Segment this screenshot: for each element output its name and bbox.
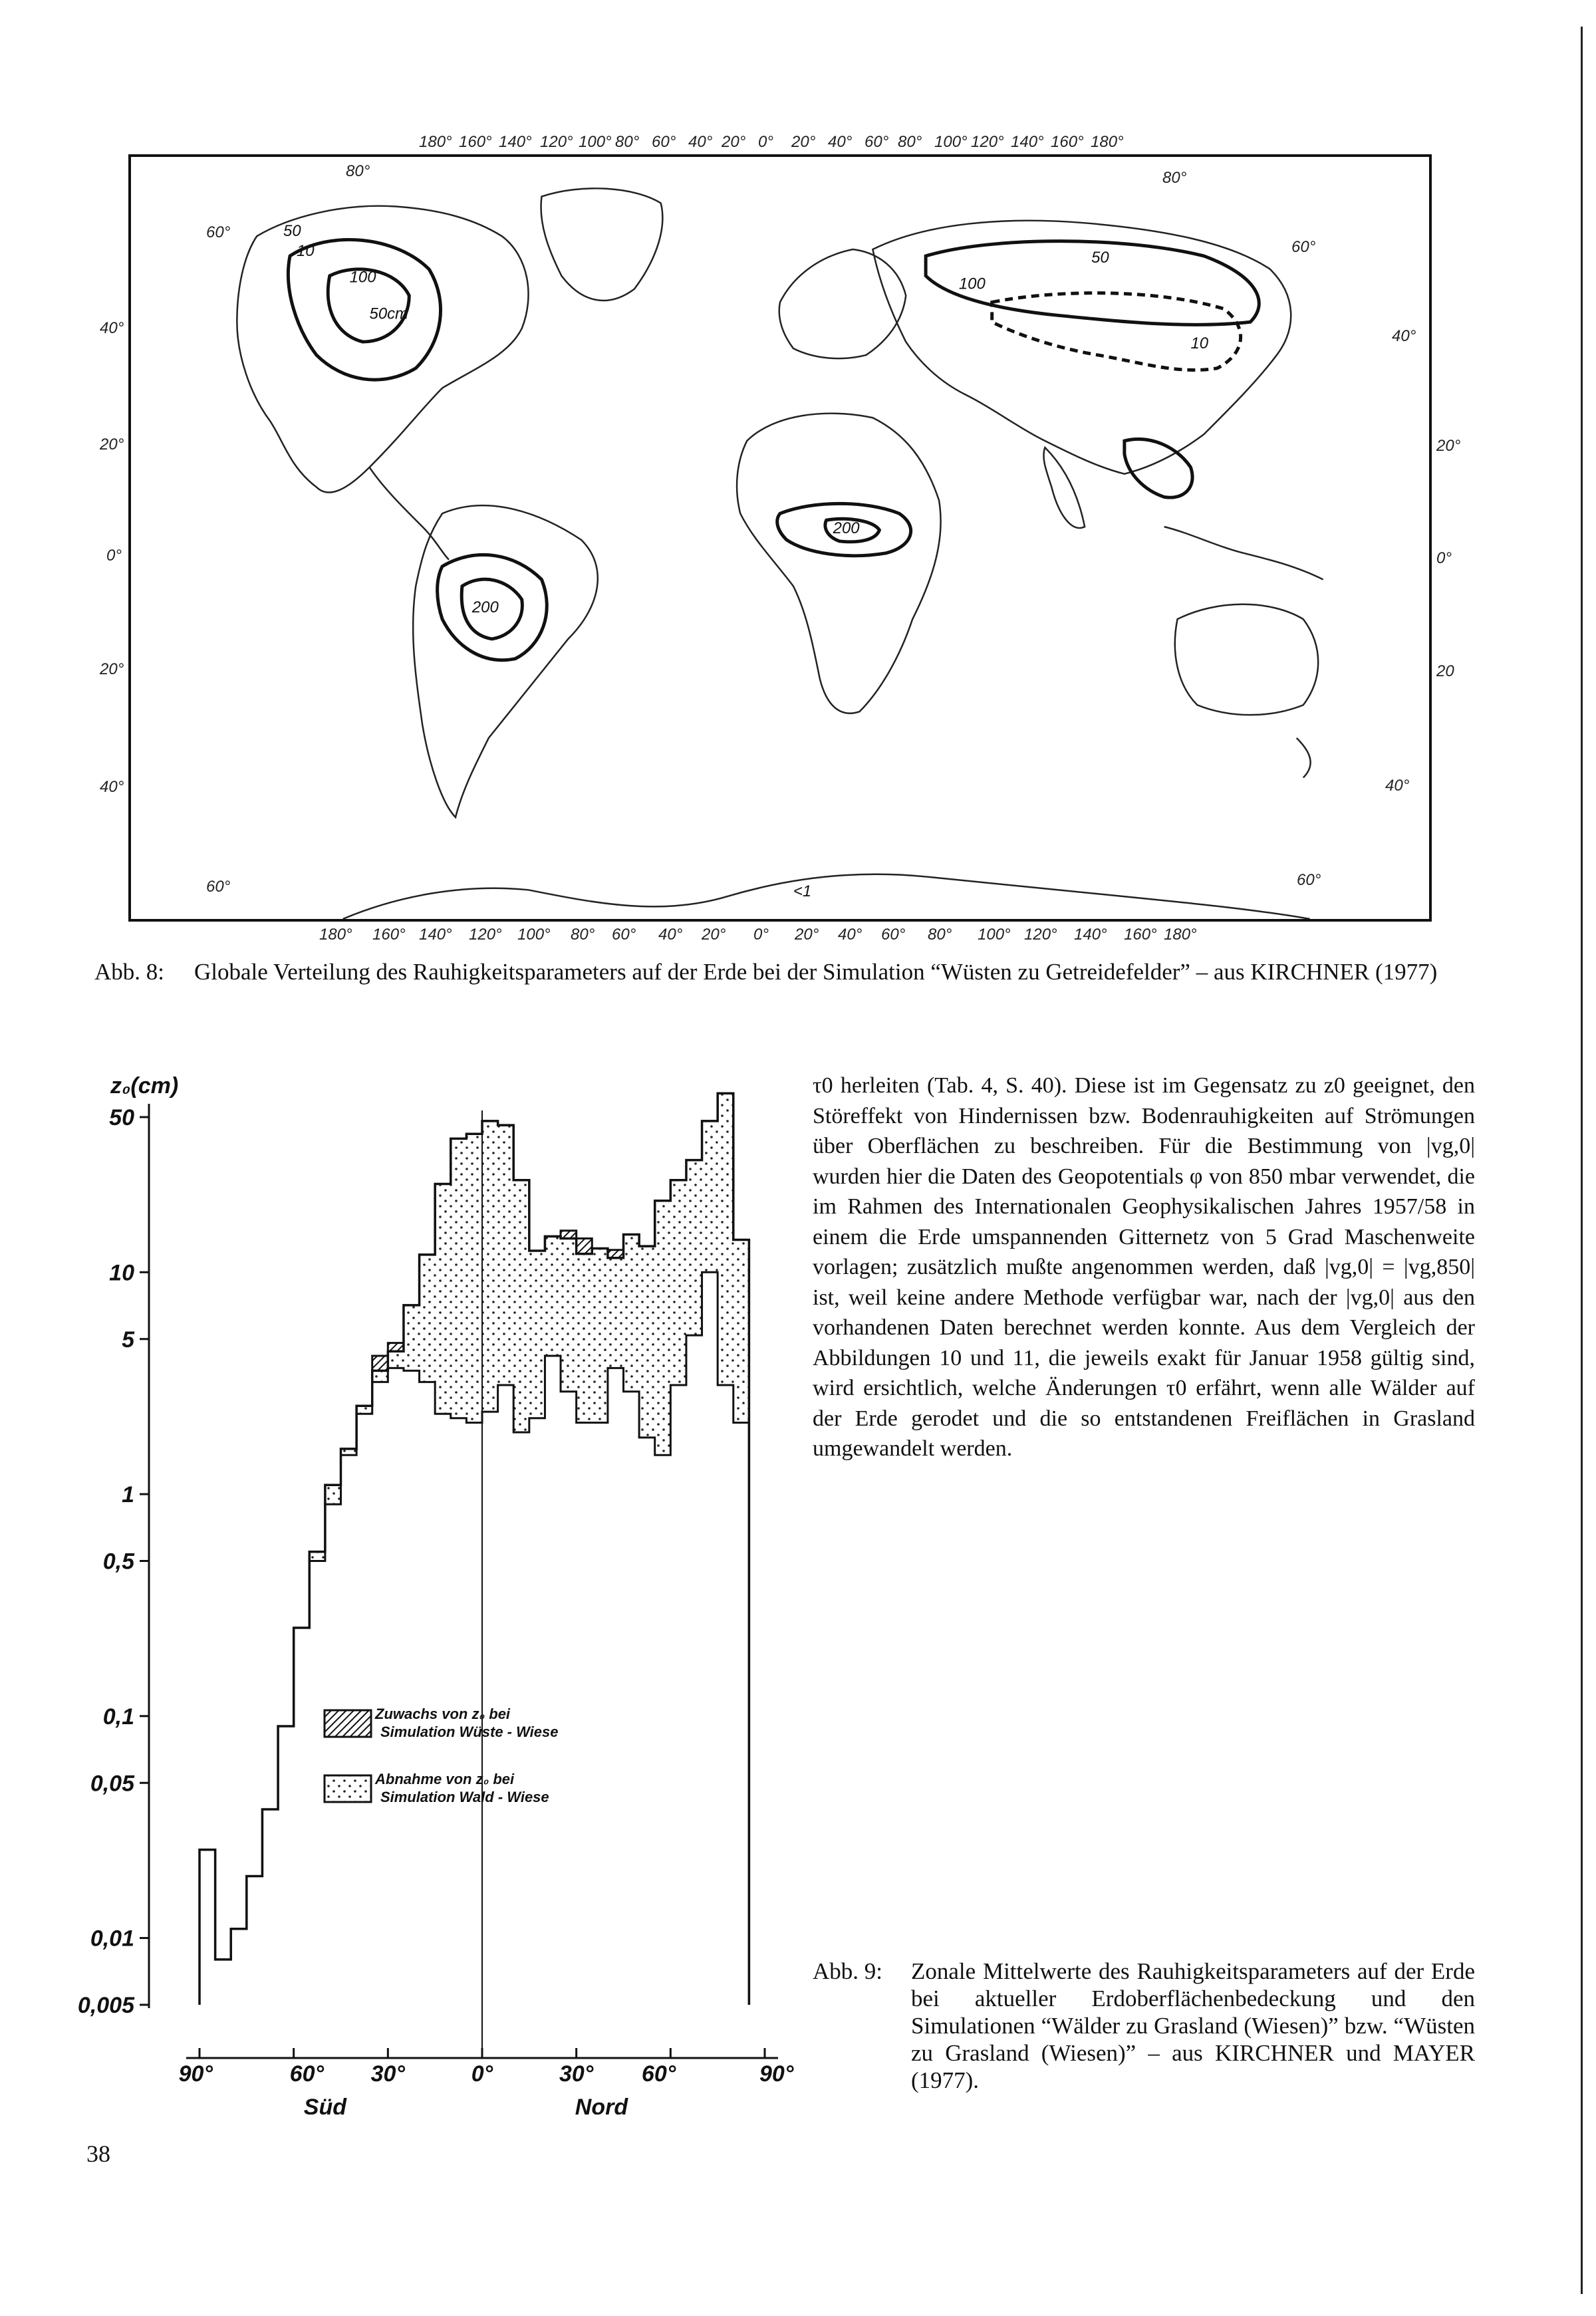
y-axis-title: z₀(cm) — [110, 1073, 179, 1098]
y-tick-label: 0,1 — [102, 1704, 134, 1730]
decrease-band — [702, 1121, 718, 1272]
decrease-band — [451, 1138, 467, 1418]
lat-label: 20 — [1436, 662, 1454, 680]
lon-label: 140° — [419, 926, 452, 944]
central-america-outline — [370, 467, 450, 560]
lon-label: 0° — [758, 133, 773, 151]
contour-label: <1 — [793, 882, 812, 901]
legend-swatch-hatched — [325, 1710, 371, 1737]
lon-label: 140° — [1011, 133, 1044, 151]
decrease-band — [733, 1240, 749, 1423]
x-tick-label: 30° — [559, 2061, 594, 2087]
x-tick-label: 30° — [370, 2061, 406, 2087]
decrease-band — [513, 1180, 529, 1432]
decrease-band — [420, 1255, 436, 1382]
india-outline — [1043, 448, 1085, 528]
caption-number: Abb. 8: — [94, 959, 164, 985]
lat-label: 0° — [106, 547, 122, 565]
x-tick-label: 0° — [471, 2061, 493, 2087]
contour-lines — [288, 239, 1259, 660]
lon-label: 160° — [1124, 926, 1157, 944]
lon-label: 100° — [579, 133, 612, 151]
legend-text: Simulation Wüste - Wiese — [380, 1724, 559, 1740]
contour-label: 100 — [958, 275, 986, 293]
caption-number: Abb. 9: — [813, 1958, 882, 1984]
decrease-band — [309, 1552, 325, 1561]
contour-label: 200 — [471, 598, 499, 617]
lon-label: 120° — [540, 133, 573, 151]
contour-north-america-outer — [288, 239, 440, 380]
decrease-band — [482, 1121, 498, 1412]
hemisphere-label-north: Nord — [575, 2095, 628, 2115]
lon-label: 60° — [652, 133, 676, 151]
decrease-band — [356, 1406, 372, 1414]
lon-label: 20° — [702, 926, 726, 944]
decrease-band — [655, 1201, 671, 1456]
continent-outlines — [237, 188, 1323, 919]
lon-label: 160° — [1051, 133, 1084, 151]
lon-label: 180° — [1091, 133, 1124, 151]
lon-label: 80° — [898, 133, 922, 151]
lon-label: 140° — [499, 133, 532, 151]
lon-label: 0° — [753, 926, 769, 944]
lat-label: 20° — [1436, 437, 1461, 455]
hemisphere-label-south: Süd — [303, 2095, 346, 2115]
lat-label: 80° — [346, 162, 370, 180]
lon-label: 120° — [1024, 926, 1057, 944]
contour-southeast-asia — [1125, 439, 1192, 497]
lon-label: 100° — [978, 926, 1011, 944]
decrease-band — [529, 1251, 545, 1418]
africa-outline — [737, 414, 941, 713]
y-tick-label: 1 — [122, 1482, 134, 1508]
x-tick-label: 60° — [289, 2061, 325, 2087]
y-tick-label: 5 — [122, 1327, 134, 1352]
lon-label: 120° — [469, 926, 502, 944]
lon-label: 20° — [795, 926, 819, 944]
caption-text: Globale Verteilung des Rauhigkeitsparameters auf der Erde bei der Simulation “Wüsten zu Getreidefelder” – aus KIRCHNER (1977) — [194, 959, 1438, 985]
lon-label: 80° — [615, 133, 640, 151]
y-axis — [78, 1104, 149, 2018]
decrease-band — [592, 1248, 608, 1422]
increase-band — [388, 1343, 404, 1352]
increase-band — [577, 1238, 593, 1253]
lon-label: 100° — [934, 133, 968, 151]
figure-9-chart — [60, 1071, 811, 2115]
legend-text: Zuwachs von z₀ bei — [375, 1706, 511, 1722]
decrease-band — [639, 1246, 655, 1438]
greenland-outline — [541, 188, 663, 301]
decrease-band — [670, 1180, 686, 1385]
chart-legend — [325, 1706, 559, 1805]
sea-islands-outline — [1164, 527, 1323, 579]
x-tick-label: 90° — [759, 2061, 794, 2087]
asia-outline — [872, 221, 1291, 474]
decrease-band — [686, 1160, 702, 1335]
lon-label: 40° — [838, 926, 863, 944]
contour-label: 100 — [349, 268, 376, 287]
contour-label: 50 — [283, 222, 301, 241]
body-text — [813, 1071, 1475, 1464]
world-map-drawing — [131, 157, 1429, 919]
north-america-outline — [237, 206, 528, 493]
lat-label: 20° — [100, 660, 124, 678]
lat-label: 80° — [1162, 169, 1187, 187]
decrease-band — [388, 1351, 404, 1368]
y-tick-label: 0,01 — [90, 1926, 134, 1952]
lon-label: 20° — [791, 133, 816, 151]
lon-label: 60° — [612, 926, 636, 944]
increase-band — [372, 1356, 388, 1370]
lat-label: 60° — [206, 878, 231, 896]
decrease-band — [608, 1258, 624, 1368]
lon-label: 80° — [571, 926, 595, 944]
new-zealand-outline — [1297, 738, 1311, 778]
contour-label: 10 — [296, 241, 315, 260]
decrease-band — [624, 1234, 640, 1391]
lat-label: 60° — [1291, 238, 1316, 256]
page-number: 38 — [86, 2140, 110, 2167]
decrease-band — [325, 1485, 341, 1504]
decrease-band — [577, 1254, 593, 1423]
lon-label: 60° — [881, 926, 906, 944]
contour-label: 50 — [1091, 248, 1109, 267]
decrease-band — [498, 1125, 514, 1385]
margin-rule — [1581, 27, 1583, 2294]
y-tick-label: 0,05 — [90, 1771, 134, 1797]
lon-label: 180° — [1164, 926, 1197, 944]
lat-label: 20° — [100, 436, 124, 453]
x-tick-label: 90° — [178, 2061, 213, 2087]
y-tick-label: 0,5 — [102, 1549, 134, 1575]
chart-fill-layer — [309, 1093, 749, 1561]
contour-asia-inner — [992, 293, 1241, 370]
lon-label: 100° — [517, 926, 551, 944]
decrease-band — [372, 1370, 388, 1382]
lon-label: 40° — [688, 133, 713, 151]
decrease-band — [545, 1236, 561, 1356]
lat-label: 0° — [1436, 549, 1452, 567]
lon-label: 180° — [419, 133, 452, 151]
lon-label: 140° — [1074, 926, 1107, 944]
europe-outline — [779, 249, 906, 358]
contour-label: 10 — [1190, 334, 1209, 352]
lon-label: 160° — [372, 926, 406, 944]
lon-label: 60° — [864, 133, 889, 151]
lat-label: 40° — [100, 778, 124, 796]
lon-label: 40° — [828, 133, 853, 151]
increase-band — [608, 1250, 624, 1258]
contour-label: 200 — [833, 519, 860, 538]
lon-label: 160° — [459, 133, 492, 151]
figure-9-caption — [813, 1958, 1475, 2111]
lon-label: 120° — [971, 133, 1004, 151]
y-tick-label: 0,005 — [77, 1993, 134, 2018]
decrease-band — [466, 1134, 482, 1422]
y-tick-label: 50 — [109, 1105, 134, 1130]
lat-label: 60° — [1297, 871, 1321, 889]
contour-label: 50cm — [369, 305, 408, 323]
decrease-band — [435, 1184, 451, 1414]
decrease-band — [718, 1093, 733, 1385]
antarctica-outline — [343, 874, 1310, 919]
decrease-band — [561, 1238, 577, 1391]
increase-band — [561, 1231, 577, 1239]
lat-label: 60° — [206, 223, 231, 241]
body-paragraph: τ0 herleiten (Tab. 4, S. 40). Diese ist im Gegensatz zu z0 geeignet, den Störeffekt von Hindernissen bzw. Bodenrauhigkeiten auf Strömungen über Oberflächen zu beschreiben. Für die Bestimmung von |vg,0| wurden hier die Daten des Geopotentials φ von 850 mbar verwendet, die im Rahmen des Internationalen Geophysikalischen Jahres 1957/58 in einem die Erde umspannenden Gitternetz von 5 Grad Maschenweite vorlagen; zusätzlich mußte angenommen werden, daß |vg,0| = |vg,850| ist, weil keine andere Methode verfügbar war, nach der |vg,0| aus den vorhandenen Daten berechnet werden konnte. Aus dem Vergleich der Abbildungen 10 und 11, die jeweils exakt für Januar 1958 gültig sind, wird ersichtlich, welche Änderungen τ0 erfährt, wenn alle Wälder auf der Erde gerodet und die so entstandenen Freiflächen in Grasland umgewandelt werden. — [813, 1073, 1475, 1461]
australia-outline — [1175, 604, 1318, 715]
x-tick-label: 60° — [641, 2061, 676, 2087]
lat-label: 40° — [1385, 777, 1410, 795]
lat-label: 40° — [1392, 327, 1416, 345]
lon-label: 40° — [658, 926, 683, 944]
lat-label: 40° — [100, 319, 124, 337]
lon-label: 180° — [319, 926, 352, 944]
legend-text: Simulation Wald - Wiese — [380, 1789, 549, 1805]
y-tick-label: 10 — [109, 1260, 134, 1286]
decrease-band — [404, 1305, 420, 1370]
figure-8-map — [128, 154, 1432, 922]
legend-text: Abnahme von z₀ bei — [375, 1771, 515, 1787]
lon-label: 80° — [928, 926, 952, 944]
legend-swatch-dotted — [325, 1775, 371, 1802]
lon-label: 20° — [722, 133, 746, 151]
caption-text: Zonale Mittelwerte des Rauhigkeitsparameters auf der Erde bei aktueller Erdoberflächenbedeckung und den Simulationen “Wälder zu Grasland (Wiesen)” bzw. “Wüsten zu Grasland (Wiesen)” – aus KIRCHNER und MAYER (1977). — [911, 1958, 1475, 2093]
figure-8-caption — [94, 958, 1478, 1017]
